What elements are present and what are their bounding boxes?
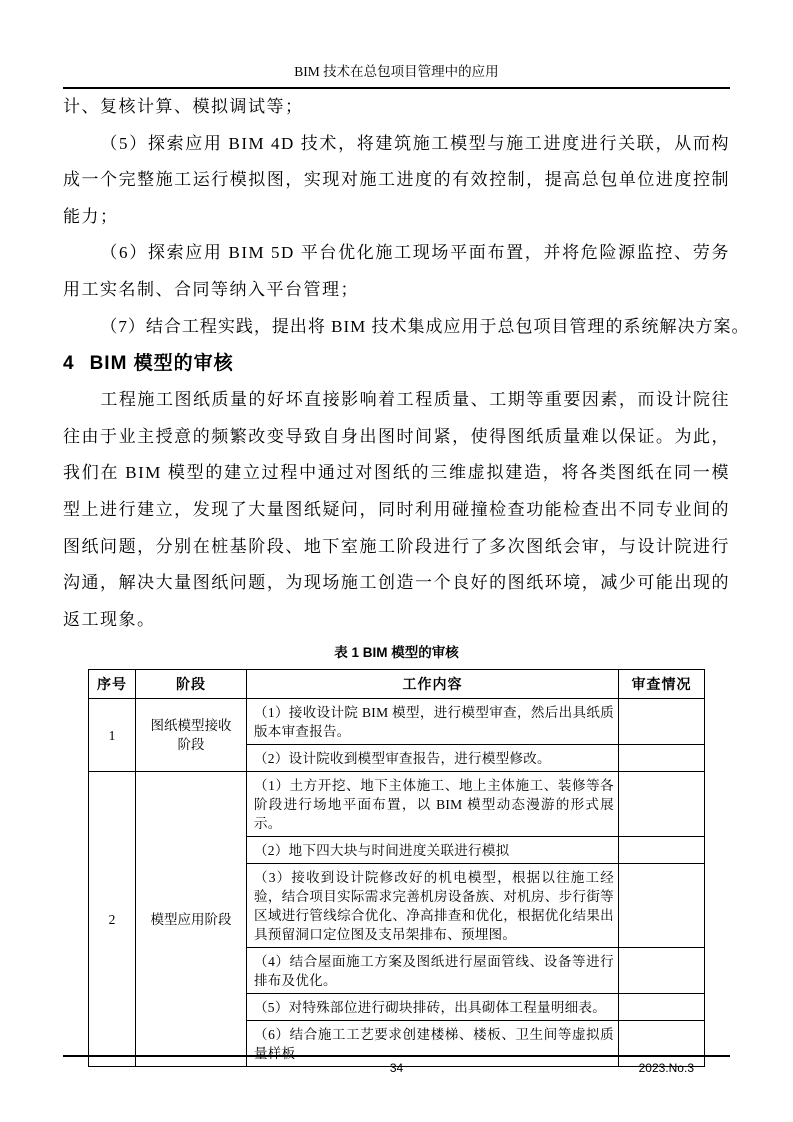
section-number: 4 bbox=[63, 353, 75, 375]
review-cell bbox=[619, 837, 705, 864]
row-number-cell: 2 bbox=[89, 772, 136, 1067]
work-item-cell: （2）设计院收到模型审查报告，进行模型修改。 bbox=[247, 745, 619, 772]
table-caption: 表 1 BIM 模型的审核 bbox=[334, 645, 459, 661]
paragraph: 计、复核计算、模拟调试等； bbox=[63, 97, 304, 116]
review-cell bbox=[619, 864, 705, 948]
review-cell bbox=[619, 745, 705, 772]
col-header-review: 审查情况 bbox=[619, 670, 705, 699]
work-item-cell: （5）对特殊部位进行砌块排砖，出具砌体工程量明细表。 bbox=[247, 994, 619, 1021]
work-item-cell: （2）地下四大块与时间进度关联进行模拟 bbox=[247, 837, 619, 864]
table-row bbox=[89, 699, 705, 745]
paragraph: （7）结合工程实践，提出将 BIM 技术集成应用于总包项目管理的系统解决方案。 bbox=[100, 316, 750, 336]
page-footer bbox=[63, 1055, 730, 1077]
body-text bbox=[63, 89, 750, 638]
review-table bbox=[88, 669, 705, 1067]
section-heading bbox=[63, 345, 730, 382]
col-header-work: 工作内容 bbox=[247, 670, 619, 699]
table-header-row bbox=[89, 670, 705, 699]
work-item-cell: （6）结合施工工艺要求创建楼梯、楼板、卫生间等虚拟质量样板 bbox=[247, 1021, 619, 1067]
paragraph: （6）探索应用 BIM 5D 平台优化施工现场平面布置，并将危险源监控、劳务用工实名制、合同等纳入平台管理； bbox=[63, 243, 730, 299]
review-cell bbox=[619, 699, 705, 745]
col-header-stage: 阶段 bbox=[136, 670, 247, 699]
work-item-cell: （3）接收到设计院修改好的机电模型，根据以往施工经验，结合项目实际需求完善机房设备族、对机房、步行街等区域进行管线综合优化、净高排查和优化，根据优化结果出具预留洞口定位图及支吊架排布、预埋图。 bbox=[247, 864, 619, 948]
work-item-cell: （1）接收设计院 BIM 模型，进行模型审查，然后出具纸质版本审查报告。 bbox=[247, 699, 619, 745]
paragraph: （5）探索应用 BIM 4D 技术，将建筑施工模型与施工进度进行关联，从而构成一个完整施工运行模拟图，实现对施工进度的有效控制，提高总包单位进度控制能力； bbox=[63, 133, 730, 226]
work-item-cell: （4）结合屋面施工方案及图纸进行屋面管线、设备等进行排布及优化。 bbox=[247, 948, 619, 994]
row-number-cell: 1 bbox=[89, 699, 136, 772]
col-header-no: 序号 bbox=[89, 670, 136, 699]
stage-cell: 模型应用阶段 bbox=[136, 772, 247, 1067]
stage-cell: 图纸模型接收阶段 bbox=[136, 699, 247, 772]
paragraph: 工程施工图纸质量的好坏直接影响着工程质量、工期等重要因素，而设计院往往由于业主授意的频繁改变导致自身出图时间紧，使得图纸质量难以保证。为此，我们在 BIM 模型的建立过程中通过对图纸的三维虚拟建造，将各类图纸在同一模型上进行建立，发现了大量图纸疑问，同时利用碰撞检查功能检查出不同专业间的图纸问题，分别在桩基阶段、地下室施工阶段进行了多次图纸会审，与设计院进行沟通，解决大量图纸问题，为现场施工创造一个良好的图纸环境，减少可能出现的返工现象。 bbox=[63, 390, 730, 629]
section-title: BIM 模型的审核 bbox=[89, 353, 234, 375]
review-cell bbox=[619, 772, 705, 837]
review-cell bbox=[619, 994, 705, 1021]
review-cell bbox=[619, 948, 705, 994]
issue-label: 2023.No.3 bbox=[638, 1061, 694, 1075]
work-item-cell: （1）土方开挖、地下主体施工、地上主体施工、装修等各阶段进行场地平面布置，以 BIM 模型动态漫游的形式展示。 bbox=[247, 772, 619, 837]
table-row bbox=[89, 772, 705, 837]
running-head: BIM 技术在总包项目管理中的应用 bbox=[63, 62, 730, 89]
page-number: 34 bbox=[389, 1061, 404, 1075]
